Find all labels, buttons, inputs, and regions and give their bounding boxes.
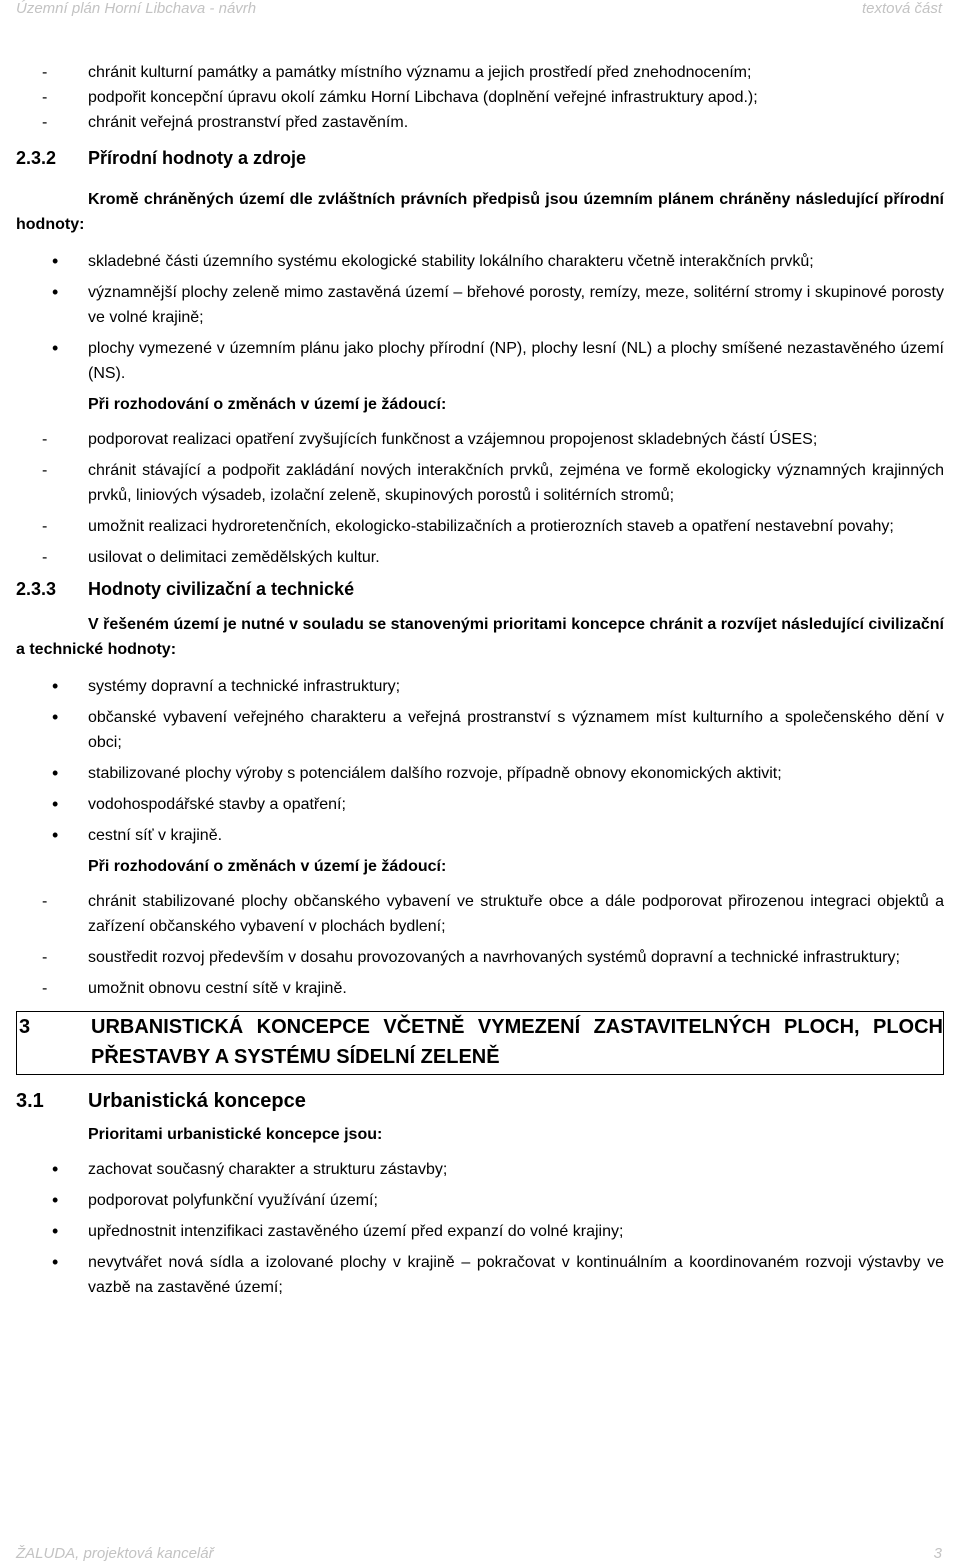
list-item: - podporovat realizaci opatření zvyšujících funkčnost a vzájemnou propojenost skladebných částí ÚSES; [88,427,944,452]
section-intro: V řešeném území je nutné v souladu se stanovenými prioritami koncepce chránit a rozvíjet následující civilizační a technické hodnoty: [16,616,944,658]
bullet-list [16,674,944,848]
list-item: • nevytvářet nová sídla a izolované plochy v krajině – pokračovat v kontinuálním a koordinovaném rozvoji výstavby ve vazbě na zastavěné území; [88,1250,944,1300]
page-footer [16,1542,942,1566]
section-intro: Kromě chráněných území dle zvláštních právních předpisů jsou územním plánem chráněny následující přírodní hodnoty: [16,191,944,233]
list-item: • cestní síť v krajině. [88,823,944,848]
footer-author: ŽALUDA, projektová kancelář [16,1545,214,1562]
section-number: 2.3.2 [16,148,57,168]
list-item: - soustředit rozvoj především v dosahu provozovaných a navrhovaných systémů dopravní a technické infrastruktury; [88,945,944,970]
dash-list [16,889,944,1001]
section-title: Přírodní hodnoty a zdroje [88,148,307,168]
list-item: • vodohospodářské stavby a opatření; [88,792,944,817]
chapter-title: URBANISTICKÁ KONCEPCE VČETNĚ VYMEZENÍ ZASTAVITELNÝCH PLOCH, PLOCH PŘESTAVBY A SYSTÉMU SÍDELNÍ ZELENĚ [91,1016,943,1068]
section-title: Urbanistická koncepce [88,1090,306,1112]
section-number: 2.3.3 [16,579,57,599]
list-item: - umožnit obnovu cestní sítě v krajině. [88,976,944,1001]
header-section: textová část [861,0,942,17]
subheading: Prioritami urbanistické koncepce jsou: [88,1126,383,1143]
header-doc-title: Územní plán Horní Libchava - návrh [16,0,257,17]
list-item: • systémy dopravní a technické infrastruktury; [88,674,944,699]
page-number: 3 [933,1545,942,1562]
list-item: • skladebné části územního systému ekologické stability lokálního charakteru včetně interakčních prvků; [88,249,944,274]
list-item: - chránit kulturní památky a památky místního významu a jejich prostředí před znehodnocením; [88,60,944,85]
list-item: - usilovat o delimitaci zemědělských kultur. [88,545,944,570]
dash-list [16,427,944,570]
bullet-list [16,249,944,386]
list-item: - podpořit koncepční úpravu okolí zámku Horní Libchava (doplnění veřejné infrastruktury apod.); [88,85,944,110]
list-item: • podporovat polyfunkční využívání území; [88,1188,944,1213]
section-heading-2-3-2 [16,145,944,171]
list-item: - chránit veřejná prostranství před zastavěním. [88,110,944,135]
list-item: • občanské vybavení veřejného charakteru a veřejná prostranství s významem míst kulturního a společenského dění v obci; [88,705,944,755]
subheading: Při rozhodování o změnách v území je žádoucí: [88,396,447,413]
section-number: 3.1 [16,1090,44,1112]
document-body [16,60,944,1306]
chapter-heading-3 [16,1011,944,1075]
section-heading-2-3-3 [16,576,944,602]
list-item: • stabilizované plochy výroby s potenciálem dalšího rozvoje, případně obnovy ekonomických aktivit; [88,761,944,786]
page-header [16,0,942,22]
list-item: - chránit stabilizované plochy občanského vybavení ve struktuře obce a dále podporovat přirozenou integraci objektů a zařízení občanského vybavení v plochách bydlení; [88,889,944,939]
list-item: • významnější plochy zeleně mimo zastavěná území – břehové porosty, remízy, meze, solitérní stromy i skupinové porosty ve volné krajině; [88,280,944,330]
chapter-number: 3 [19,1016,31,1038]
section-title: Hodnoty civilizační a technické [88,579,355,599]
list-item: • upřednostnit intenzifikaci zastavěného území před expanzí do volné krajiny; [88,1219,944,1244]
list-item: - umožnit realizaci hydroretenčních, ekologicko-stabilizačních a protierozních staveb a opatření nestavební povahy; [88,514,944,539]
top-dash-list [16,60,944,135]
list-item: - chránit stávající a podpořit zakládání nových interakčních prvků, zejména ve formě ekologicky významných krajinných prvků, liniových výsadeb, izolační zeleně, skupinových porostů i solitérních stromů; [88,458,944,508]
bullet-list [16,1157,944,1300]
subheading: Při rozhodování o změnách v území je žádoucí: [88,858,447,875]
section-heading-3-1 [16,1089,944,1114]
list-item: • plochy vymezené v územním plánu jako plochy přírodní (NP), plochy lesní (NL) a plochy smíšené nezastavěného území (NS). [88,336,944,386]
list-item: • zachovat současný charakter a strukturu zástavby; [88,1157,944,1182]
